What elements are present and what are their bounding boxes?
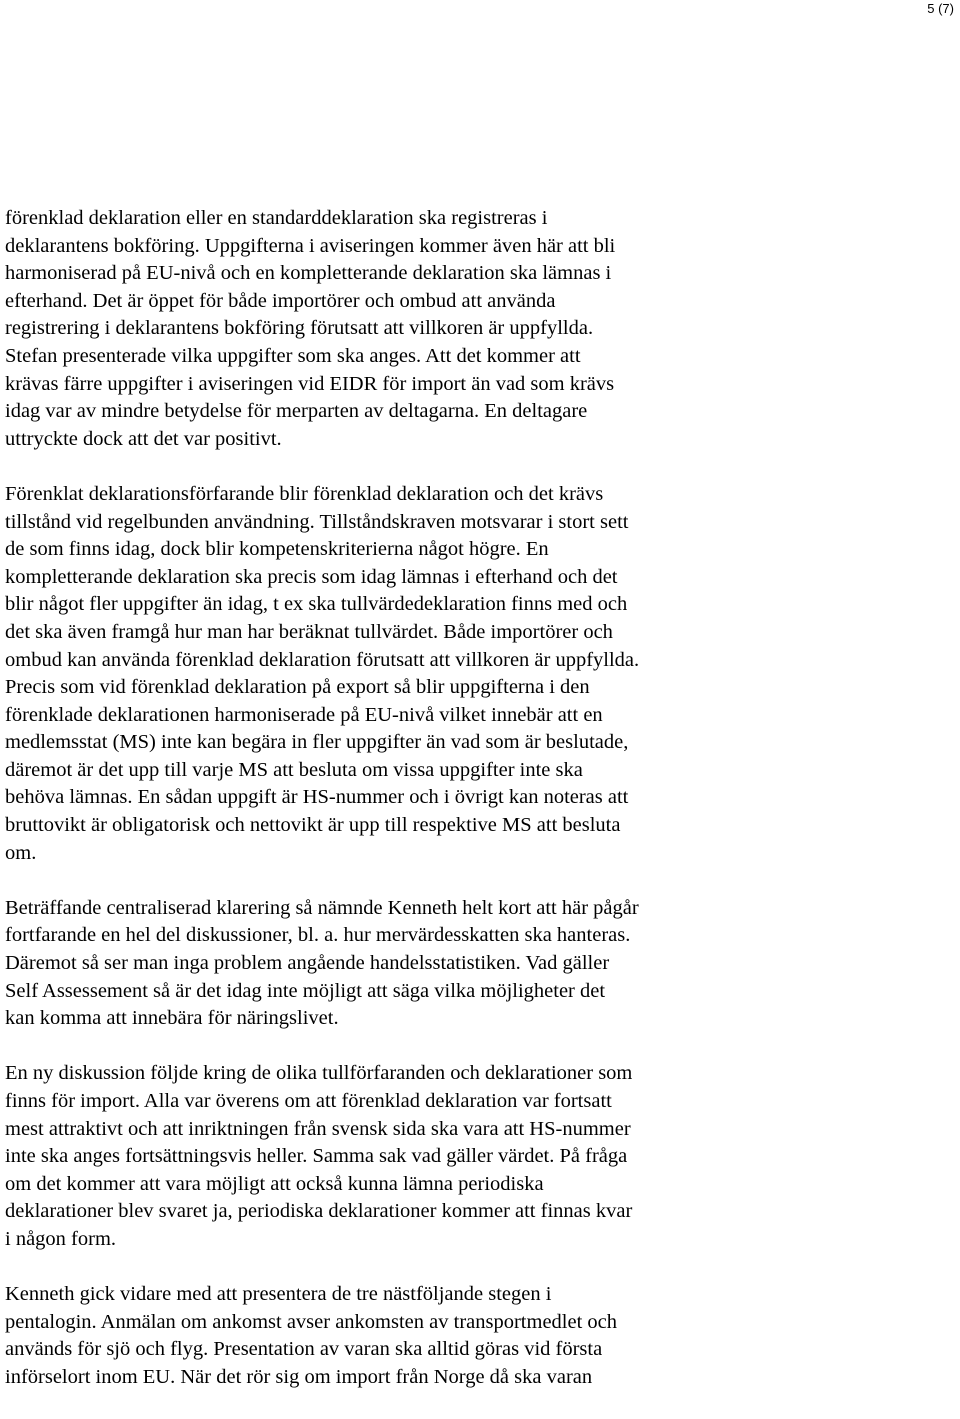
text-line: fortfarande en hel del diskussioner, bl. a. hur mervärdesskatten ska hanteras. [5,924,631,947]
text-line: inte ska anges fortsättningsvis heller. Samma sak vad gäller värdet. På fråga [5,1145,628,1168]
paragraph-3 [5,895,765,1033]
text-line: krävas färre uppgifter i aviseringen vid EIDR för import än vad som krävs [5,372,615,395]
text-line: pentalogin. Anmälan om ankomst avser ankomsten av transportmedlet och [5,1310,618,1333]
text-line: de som finns idag, dock blir kompetenskriterierna något högre. En [5,538,549,561]
text-line: Precis som vid förenklad deklaration på export så blir uppgifterna i den [5,676,590,699]
text-line: om. [5,841,37,864]
text-line: Stefan presenterade vilka uppgifter som ska anges. Att det kommer att [5,344,581,367]
page-number: 5 (7) [927,1,954,16]
text-line: behöva lämnas. En sådan uppgift är HS-nummer och i övrigt kan noteras att [5,786,629,809]
text-line: harmoniserad på EU-nivå och en kompletterande deklaration ska lämnas i [5,262,612,285]
paragraph-2 [5,481,765,867]
text-line: införselort inom EU. När det rör sig om import från Norge då ska varan [5,1365,593,1388]
text-line: kompletterande deklaration ska precis som idag lämnas i efterhand och det [5,565,618,588]
text-line: ombud kan använda förenklad deklaration förutsatt att villkoren är uppfyllda. [5,648,640,671]
text-line: i någon form. [5,1227,117,1250]
paragraph-4 [5,1060,765,1253]
text-line: efterhand. Det är öppet för både importörer och ombud att använda [5,289,556,312]
text-line: däremot är det upp till varje MS att besluta om vissa uppgifter inte ska [5,758,583,781]
paragraph-5 [5,1281,765,1391]
text-line: blir något fler uppgifter än idag, t ex ska tullvärdedeklaration finns med och [5,593,628,616]
text-line: förenklad deklaration eller en standarddeklaration ska registreras i [5,207,548,229]
text-line: Kenneth gick vidare med att presentera de tre nästföljande stegen i [5,1283,552,1306]
text-line: Däremot så ser man inga problem angående handelsstatistiken. Vad gäller [5,952,610,975]
text-line: om det kommer att vara möjligt att också kunna lämna periodiska [5,1172,544,1195]
text-line: används för sjö och flyg. Presentation av varan ska alltid göras vid första [5,1338,603,1361]
text-line: Förenklat deklarationsförfarande blir förenklad deklaration och det krävs [5,482,604,505]
text-line: medlemsstat (MS) inte kan begära in fler uppgifter än vad som är beslutade, [5,731,629,754]
text-line: kan komma att innebära för näringslivet. [5,1007,339,1030]
text-line: Self Assessement så är det idag inte möjligt att säga vilka möjligheter det [5,979,606,1002]
text-line: En ny diskussion följde kring de olika tullförfaranden och deklarationer som [5,1062,633,1085]
paragraph-1 [5,205,765,453]
text-line: idag var av mindre betydelse för merparten av deltagarna. En deltagare [5,400,588,423]
text-line: Beträffande centraliserad klarering så nämnde Kenneth helt kort att här pågår [5,896,639,919]
text-line: mest attraktivt och att inriktningen från svensk sida ska vara att HS-nummer [5,1117,631,1140]
text-line: finns för import. Alla var överens om att förenklad deklaration var fortsatt [5,1090,612,1112]
text-line: det ska även framgå hur man har beräknat tullvärdet. Både importörer och [5,620,613,643]
text-line: bruttovikt är obligatorisk och nettovikt är upp till respektive MS att besluta [5,814,621,837]
text-line: registrering i deklarantens bokföring förutsatt att villkoren är uppfyllda. [5,317,594,340]
text-line: uttryckte dock att det var positivt. [5,427,282,450]
text-line: förenklade deklarationen harmoniserade på EU-nivå vilket innebär att en [5,703,603,726]
document-body [5,205,765,1419]
text-line: deklarantens bokföring. Uppgifterna i aviseringen kommer även här att bli [5,234,616,257]
text-line: tillstånd vid regelbunden användning. Tillståndskraven motsvarar i stort sett [5,510,629,533]
text-line: deklarationer blev svaret ja, periodiska deklarationer kommer att finnas kvar [5,1200,633,1223]
